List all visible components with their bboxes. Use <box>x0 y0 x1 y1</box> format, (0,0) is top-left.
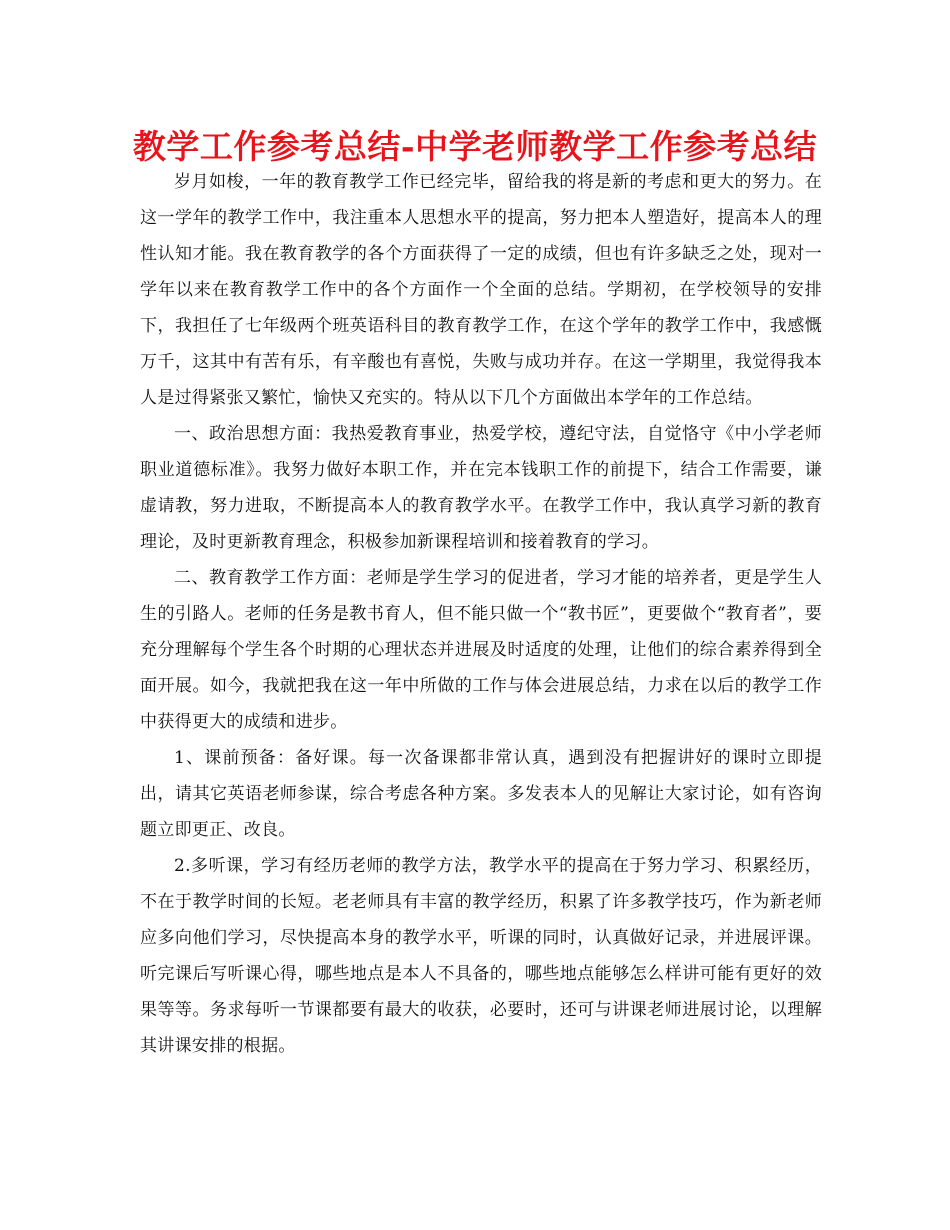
paragraph-observation: 2.多听课，学习有经历老师的教学方法，教学水平的提高在于努力学习、积累经历，不在于教学时间的长短。老老师具有丰富的教学经历，积累了许多教学技巧，作为新老师应多向他们学习，尽快提高本身的教学水平，听课的同时，认真做好记录，并进展评课。听完课后写听课心得，哪些地点是本人不具备的，哪些地点能够怎么样讲可能有更好的效果等等。务求每听一节课都要有最大的收获，必要时，还可与讲课老师进展讨论，以理解其讲课安排的根据。 <box>140 856 822 1056</box>
paragraph-intro: 岁月如梭，一年的教育教学工作已经完毕，留给我的将是新的考虑和更大的努力。在这一学年的教学工作中，我注重本人思想水平的提高，努力把本人塑造好，提高本人的理性认知才能。我在教育教学的各个方面获得了一定的成绩，但也有许多缺乏之处，现对一学年以来在教育教学工作中的各个方面作一个全面的总结。学期初，在学校领导的安排下，我担任了七年级两个班英语科目的教育教学工作，在这个学年的教学工作中，我感慨万千，这其中有苦有乐，有辛酸也有喜悦，失败与成功并存。在这一学期里，我觉得我本人是过得紧张又繁忙，愉快又充实的。特从以下几个方面做出本学年的工作总结。 <box>140 172 822 408</box>
paragraph-teaching: 二、教育教学工作方面：老师是学生学习的促进者，学习才能的培养者，更是学生人生的引路人。老师的任务是教书育人，但不能只做一个“教书匠”，更要做个“教育者”，要充分理解每个学生各个时期的心理状态并进展及时适度的处理，让他们的综合素养得到全面开展。如今，我就把我在这一年中所做的工作与体会进展总结，力求在以后的教学工作中获得更大的成绩和进步。 <box>140 568 822 732</box>
document-title: 教学工作参考总结-中学老师教学工作参考总结 <box>132 127 818 166</box>
paragraph-lesson-prep: 1、课前预备：备好课。每一次备课都非常认真，遇到没有把握讲好的课时立即提出，请其它英语老师参谋，综合考虑各种方案。多发表本人的见解让大家讨论，如有咨询题立即更正、改良。 <box>140 748 822 840</box>
document-body <box>140 164 822 1064</box>
paragraph-political: 一、政治思想方面：我热爱教育事业，热爱学校，遵纪守法，自觉恪守《中小学老师职业道德标准》。我努力做好本职工作，并在完本钱职工作的前提下，结合工作需要，谦虚请教，努力进取，不断提高本人的教育教学水平。在教学工作中，我认真学习新的教育理论，及时更新教育理念，积极参加新课程培训和接着教育的学习。 <box>140 424 822 552</box>
